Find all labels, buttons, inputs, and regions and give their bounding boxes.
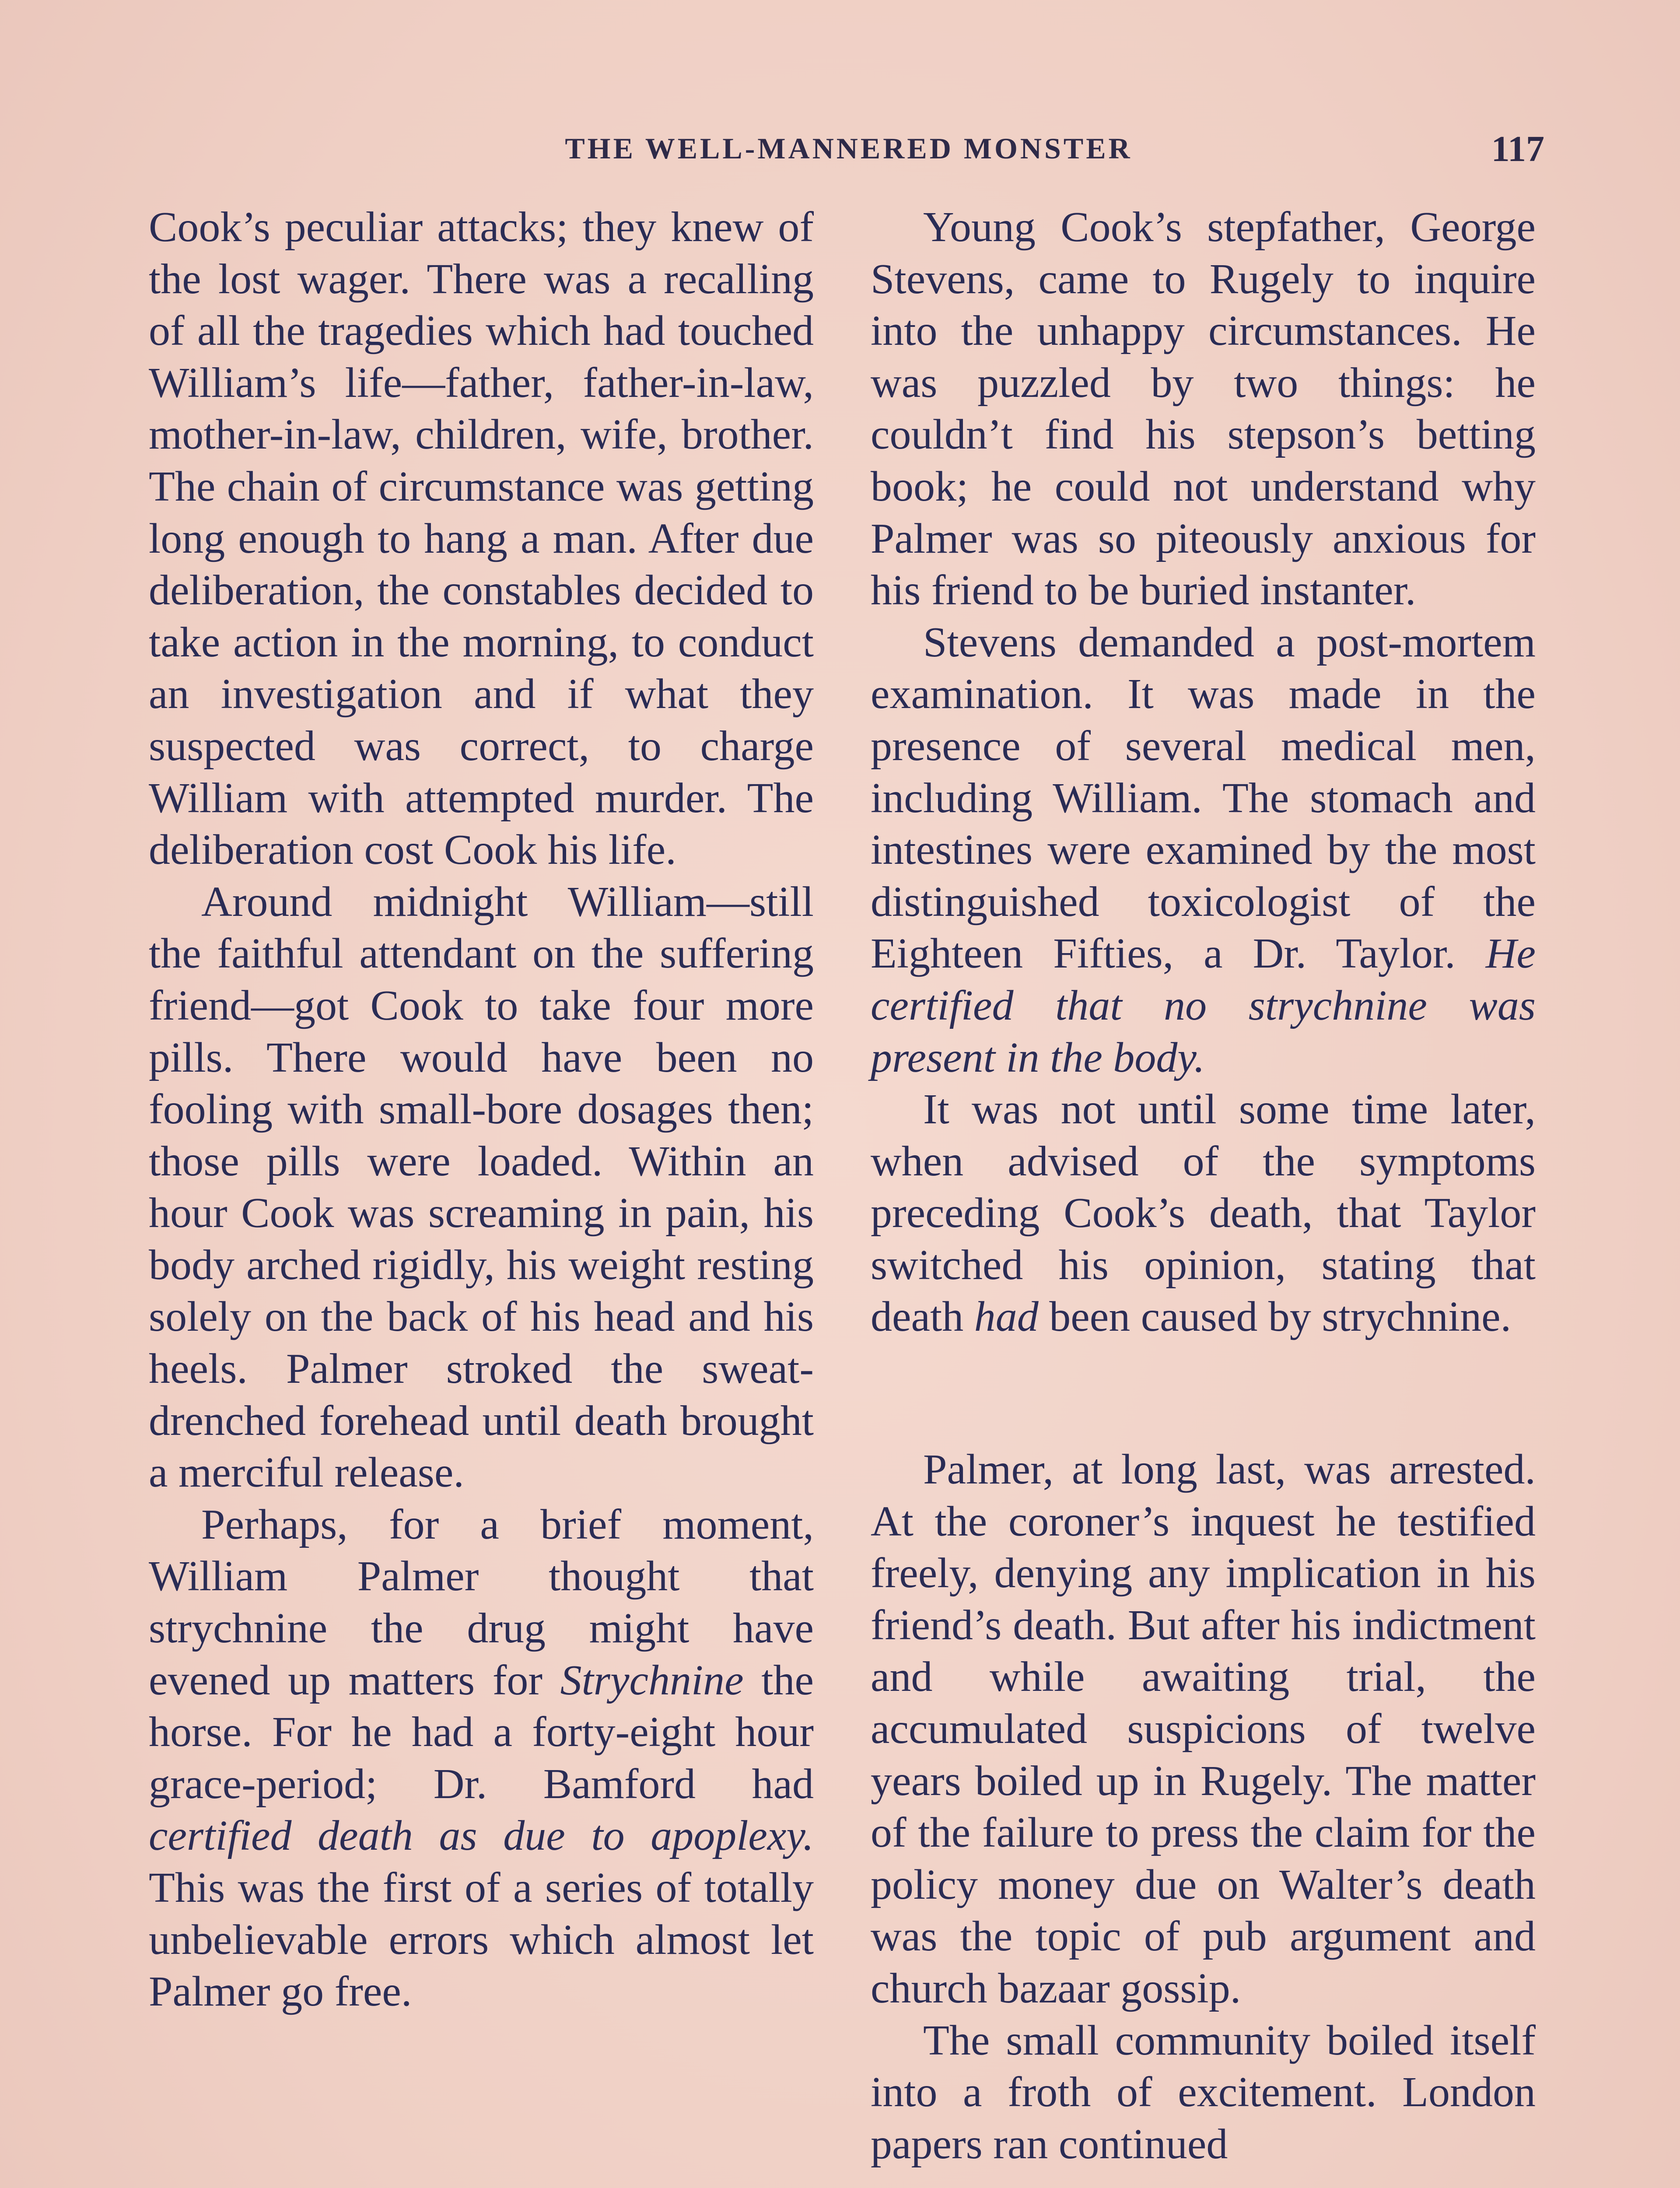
paragraph: The small community boiled itself into a froth of excitement. London papers ran continued [871, 2016, 1536, 2168]
italic-text: certified death as due to apoplexy. [149, 1812, 814, 1860]
running-title: THE WELL-MANNERED MONSTER [565, 132, 1133, 165]
right-column [871, 201, 1536, 2170]
text-run: Stevens demanded a post-mortem examination. It was made in the presence of several medical men, including William. The stomach and intestines were examined by the most distinguished toxicologist of the Eighteen Fifties, a Dr. Taylor. [871, 618, 1536, 978]
text-run: This was the first of a series of totally unbelievable errors which almost let Palmer go free. [149, 1864, 814, 2016]
paragraph [871, 617, 1536, 1083]
italic-text: He certified that no strychnine was present in the body. [871, 930, 1536, 1081]
paragraph [871, 1083, 1536, 1343]
italic-text: had [974, 1293, 1039, 1341]
paragraph: Around midnight William—still the faithful attendant on the suffering friend—got Cook to take four more pills. There would have been no fooling with small-bore dosages then; those pills were loaded. Within an hour Cook was screaming in pain, his body arched rigidly, his weight resting solely on the back of his head and his heels. Palmer stroked the sweat-drenched forehead until death brought a merciful release. [149, 878, 814, 1497]
paragraph: Young Cook’s stepfather, George Stevens, came to Rugely to inquire into the unhappy circumstances. He was puzzled by two things: he couldn’t find his stepson’s betting book; he could not understand why Palmer was so piteously anxious for his friend to be buried instanter. [871, 203, 1536, 614]
text-run: Perhaps, for a brief moment, William Palmer thought that strychnine the drug might have evened up matters for [149, 1501, 814, 1704]
text-run: It was not until some time later, when advised of the symptoms preceding Cook’s death, that Taylor switched his opinion, stating that death [871, 1086, 1536, 1341]
paragraph [149, 1499, 814, 2018]
page-number: 117 [1491, 129, 1544, 169]
paragraph: Palmer, at long last, was arrested. At the coroner’s inquest he testified freely, denying any implication in his friend’s death. But after his indictment and while awaiting trial, the accumulated suspicions of twelve years boiled up in Rugely. The matter of the failure to press the claim for the policy money due on Walter’s death was the topic of pub argument and church bazaar gossip. [871, 1446, 1536, 2012]
text-run: the horse. For he had a forty-eight hour grace-period; Dr. Bamford had [149, 1656, 814, 1808]
left-column [149, 201, 814, 2018]
paragraph: Cook’s peculiar attacks; they knew of the lost wager. There was a recalling of all the tragedies which had touched William’s life—father, father-in-law, mother-in-law, children, wife, brother. The chain of circumstance was getting long enough to hang a man. After due deliberation, the constables decided to take action in the morning, to conduct an investigation and if what they suspected was correct, to charge William with attempted murder. The deliberation cost Cook his life. [149, 203, 814, 874]
italic-text: Strychnine [560, 1656, 744, 1704]
text-run: been caused by strychnine. [1038, 1293, 1512, 1341]
